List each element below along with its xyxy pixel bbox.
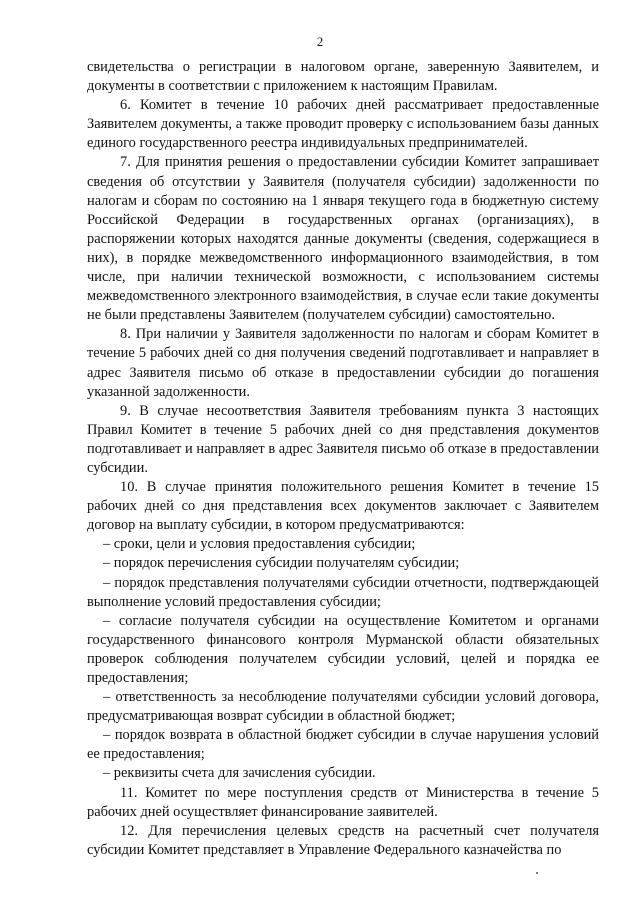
list-item: – порядок представления получателями субсидии отчетности, подтверждающей выполнение условий предоставления субсидии;: [87, 574, 599, 610]
paragraph-8: 8. При наличии у Заявителя задолженности по налогам и сборам Комитет в течение 5 рабочих дней со дня получения сведений подготавливает и направляет в адрес Заявителя письмо об отказе в предоставлении субсидии до погашения указанной задолженности.: [87, 326, 599, 400]
list-item: – ответственность за несоблюдение получателями субсидии условий договора, предусматривающая возврат субсидии в областной бюджет;: [87, 689, 599, 725]
paragraph-continuation: свидетельства о регистрации в налоговом органе, заверенную Заявителем, и документы в соответствии с приложением к настоящим Правилам.: [87, 59, 599, 95]
paragraph-12: 12. Для перечисления целевых средств на расчетный счет получателя субсидии Комитет представляет в Управление Федерального казначейства по: [87, 822, 599, 858]
list-item: – согласие получателя субсидии на осуществление Комитетом и органами государственного финансового контроля Мурманской области обязательных проверок соблюдения получателем субсидии условий, целей и порядка ее предоставления;: [87, 612, 599, 686]
scan-speck: [536, 872, 538, 874]
list-item: – реквизиты счета для зачисления субсидии.: [103, 765, 376, 782]
list-item: – порядок возврата в областной бюджет субсидии в случае нарушения условий ее предоставления;: [87, 727, 599, 763]
list-item: – сроки, цели и условия предоставления субсидии;: [103, 536, 416, 553]
paragraph-9: 9. В случае несоответствия Заявителя требованиям пункта 3 настоящих Правил Комитет в течение 5 рабочих дней со дня представления документов подготавливает и направляет в адрес Заявителя письмо об отказе в предоставлении субсидии.: [87, 402, 599, 476]
list-item: – порядок перечисления субсидии получателям субсидии;: [103, 555, 460, 572]
paragraph-11: 11. Комитет по мере поступления средств от Министерства в течение 5 рабочих дней осуществляет финансирование заявителей.: [87, 784, 599, 820]
contract-terms-list: [87, 535, 599, 783]
paragraph-7: 7. Для принятия решения о предоставлении субсидии Комитет запрашивает сведения об отсутствии у Заявителя (получателя субсидии) задолженности по налогам и сборам по состоянию на 1 января текущего года в бюджетную систему Российской Федерации в государственных органах (организациях), в распоряжении которых находятся данные документы (сведения, содержащиеся в них), в порядке межведомственного информационного взаимодействия, в том числе, при наличии технической возможности, с использованием системы межведомственного электронного взаимодействия, в случае если такие документы не были представлены Заявителем (получателем субсидии) самостоятельно.: [87, 154, 599, 324]
document-body: [87, 58, 599, 860]
page-number: 2: [316, 34, 324, 49]
paragraph-10: 10. В случае принятия положительного решения Комитет в течение 15 рабочих дней со дня представления всех документов заключает с Заявителем договор на выплату субсидии, в котором предусматриваются:: [87, 479, 599, 534]
paragraph-6: 6. Комитет в течение 10 рабочих дней рассматривает предоставленные Заявителем документы, а также проводит проверку с использованием базы данных единого государственного реестра индивидуальных предпринимателей.: [87, 97, 599, 152]
